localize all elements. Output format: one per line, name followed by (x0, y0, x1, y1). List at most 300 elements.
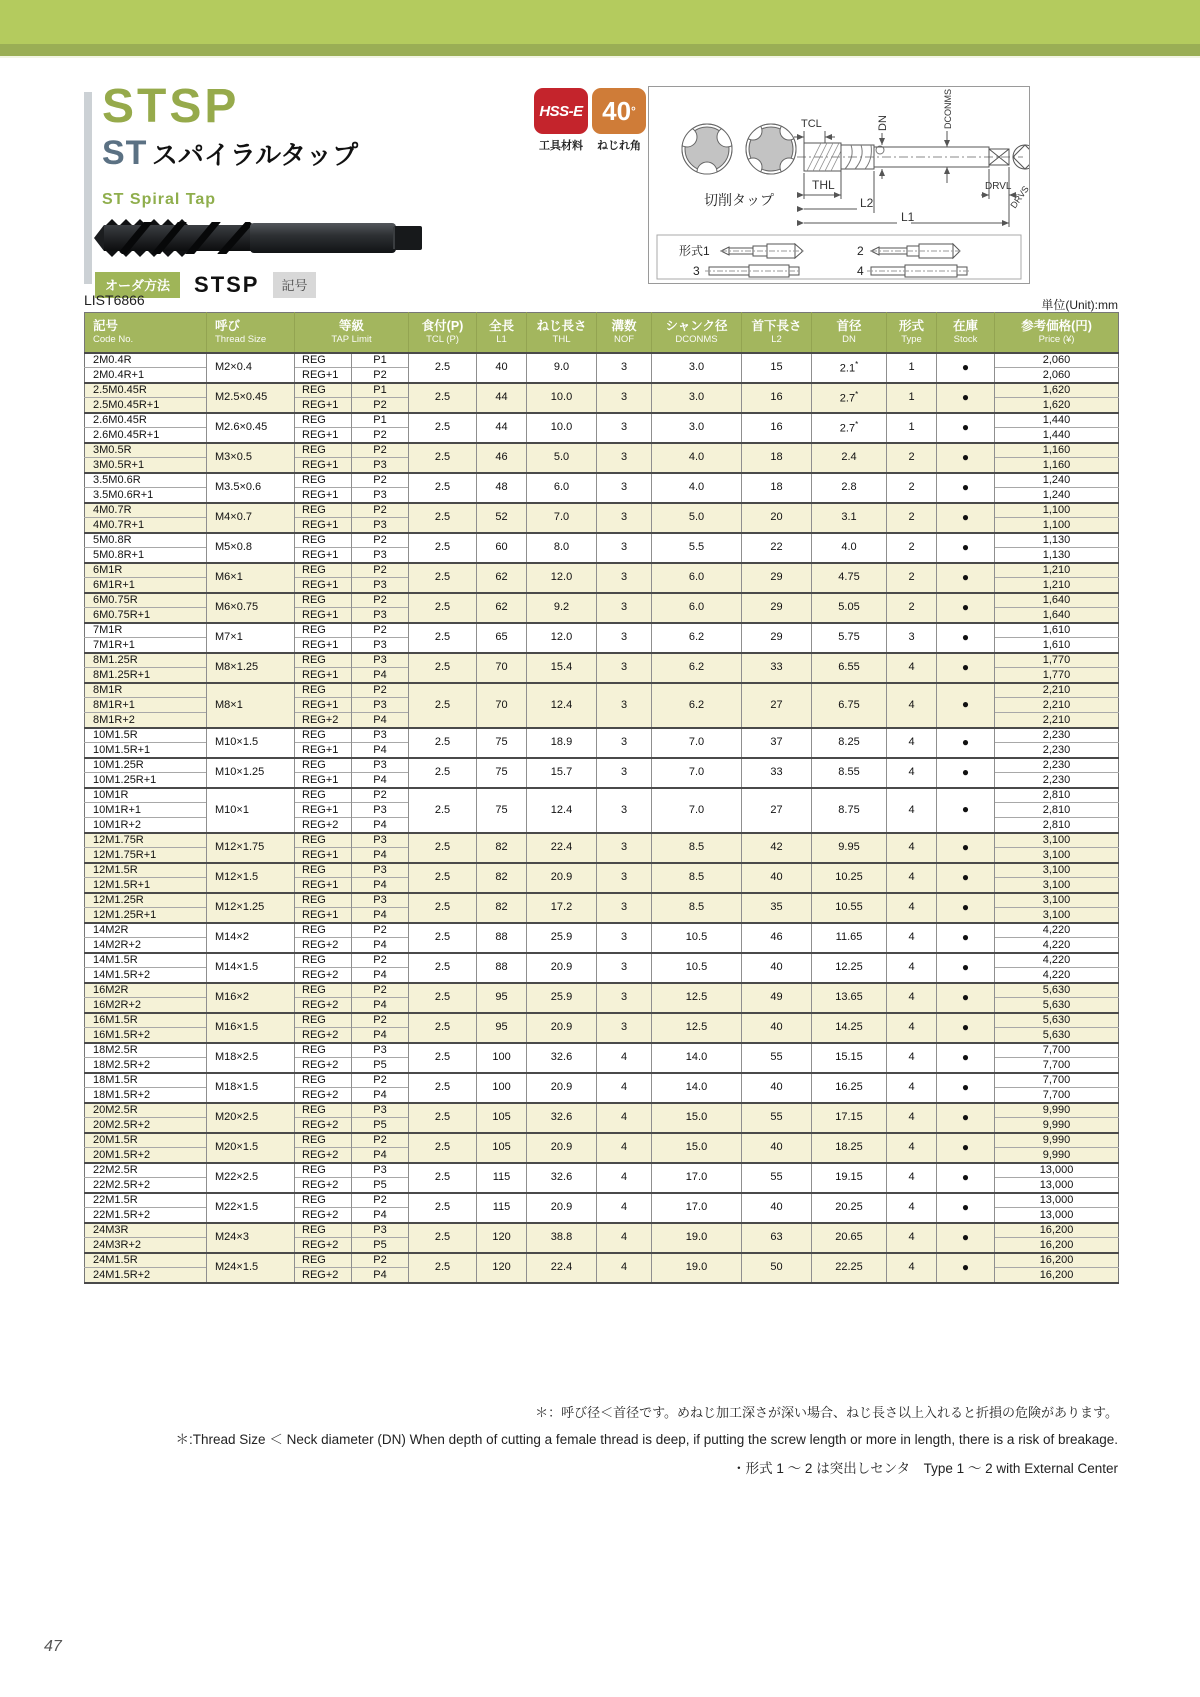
tap-limit-cell: P1 (352, 383, 409, 398)
stock-dot: ● (937, 758, 995, 788)
neck-length-cell: 35 (742, 893, 812, 923)
price-cell: 9,990 (995, 1133, 1119, 1148)
column-header-tcl-p-: 食付(P) TCL (P) (409, 313, 477, 353)
price-cell: 1,440 (995, 413, 1119, 428)
grade-cell: REG+1 (295, 398, 352, 413)
code-cell: 12M1.75R (85, 833, 207, 848)
overall-length-cell: 75 (477, 758, 527, 788)
price-cell: 1,240 (995, 488, 1119, 503)
table-row (85, 863, 1119, 878)
page-number: 47 (44, 1638, 62, 1655)
code-cell: 7M1R+1 (85, 638, 207, 653)
type-cell: 4 (887, 1163, 937, 1193)
thread-length-cell: 22.4 (527, 1253, 597, 1283)
thread-length-cell: 22.4 (527, 833, 597, 863)
grade-cell: REG+1 (295, 698, 352, 713)
shank-dia-cell: 14.0 (652, 1073, 742, 1103)
neck-dia-cell: 8.75 (812, 788, 887, 833)
stock-dot: ● (937, 1103, 995, 1133)
neck-dia-cell: 16.25 (812, 1073, 887, 1103)
code-cell: 16M2R (85, 983, 207, 998)
helix-angle-badge: 40 ° (592, 88, 646, 134)
neck-dia-cell: 2.7* (812, 383, 887, 413)
tap-limit-cell: P3 (352, 578, 409, 593)
stock-dot: ● (937, 533, 995, 563)
overall-length-cell: 46 (477, 443, 527, 473)
code-cell: 2.6M0.45R (85, 413, 207, 428)
neck-length-cell: 40 (742, 1073, 812, 1103)
grade-cell: REG+1 (295, 803, 352, 818)
thread-size-cell: M16×2 (207, 983, 295, 1013)
thread-length-cell: 25.9 (527, 983, 597, 1013)
tcl-cell: 2.5 (409, 1073, 477, 1103)
price-cell: 2,060 (995, 368, 1119, 383)
thread-size-cell: M24×1.5 (207, 1253, 295, 1283)
column-header-type: 形式 Type (887, 313, 937, 353)
neck-dia-cell: 6.55 (812, 653, 887, 683)
shank-dia-cell: 8.5 (652, 893, 742, 923)
price-cell: 3,100 (995, 893, 1119, 908)
tcl-cell: 2.5 (409, 788, 477, 833)
price-cell: 16,200 (995, 1223, 1119, 1238)
overall-length-cell: 75 (477, 728, 527, 758)
table-row (85, 1253, 1119, 1268)
price-cell: 16,200 (995, 1253, 1119, 1268)
tap-limit-cell: P4 (352, 773, 409, 788)
stock-dot: ● (937, 983, 995, 1013)
code-cell: 6M0.75R (85, 593, 207, 608)
tap-limit-cell: P2 (352, 428, 409, 443)
overall-length-cell: 60 (477, 533, 527, 563)
helix-angle-badge-group (592, 88, 646, 153)
column-header-stock: 在庫 Stock (937, 313, 995, 353)
thread-size-cell: M12×1.5 (207, 863, 295, 893)
dn-asterisk: * (855, 389, 859, 399)
grade-cell: REG+2 (295, 713, 352, 728)
stock-dot: ● (937, 833, 995, 863)
tap-limit-cell: P4 (352, 968, 409, 983)
code-cell: 24M3R+2 (85, 1238, 207, 1253)
neck-length-cell: 37 (742, 728, 812, 758)
overall-length-cell: 120 (477, 1223, 527, 1253)
flute-count-cell: 3 (597, 503, 652, 533)
stock-dot: ● (937, 893, 995, 923)
stock-dot: ● (937, 1223, 995, 1253)
subtitle-japanese: スパイラルタップ (151, 140, 359, 171)
flute-count-cell: 4 (597, 1073, 652, 1103)
neck-length-cell: 27 (742, 683, 812, 728)
price-cell: 7,700 (995, 1073, 1119, 1088)
flute-count-cell: 3 (597, 413, 652, 443)
neck-dia-cell: 6.75 (812, 683, 887, 728)
price-cell: 2,810 (995, 818, 1119, 833)
tap-limit-cell: P4 (352, 938, 409, 953)
type-cell: 4 (887, 1103, 937, 1133)
overall-length-cell: 88 (477, 923, 527, 953)
tap-limit-cell: P4 (352, 818, 409, 833)
grade-cell: REG+2 (295, 1178, 352, 1193)
tap-limit-cell: P2 (352, 398, 409, 413)
overall-length-cell: 52 (477, 503, 527, 533)
thread-size-cell: M12×1.75 (207, 833, 295, 863)
tap-limit-cell: P3 (352, 1223, 409, 1238)
price-cell: 1,640 (995, 593, 1119, 608)
thread-length-cell: 6.0 (527, 473, 597, 503)
dim-drvl: DRVL (985, 181, 1012, 192)
overall-length-cell: 44 (477, 383, 527, 413)
neck-dia-cell: 22.25 (812, 1253, 887, 1283)
tcl-cell: 2.5 (409, 443, 477, 473)
overall-length-cell: 95 (477, 983, 527, 1013)
column-header-thread-size: 呼び Thread Size (207, 313, 295, 353)
tcl-cell: 2.5 (409, 923, 477, 953)
grade-cell: REG+2 (295, 1088, 352, 1103)
code-cell: 6M1R+1 (85, 578, 207, 593)
price-cell: 1,770 (995, 653, 1119, 668)
grade-cell: REG (295, 1133, 352, 1148)
code-cell: 8M1.25R+1 (85, 668, 207, 683)
tap-limit-cell: P3 (352, 698, 409, 713)
grade-cell: REG+2 (295, 1238, 352, 1253)
thread-length-cell: 38.8 (527, 1223, 597, 1253)
hsse-badge: HSS-E (534, 88, 588, 134)
thread-size-cell: M24×3 (207, 1223, 295, 1253)
grade-cell: REG+1 (295, 488, 352, 503)
thread-length-cell: 32.6 (527, 1043, 597, 1073)
tcl-cell: 2.5 (409, 563, 477, 593)
neck-dia-cell: 5.05 (812, 593, 887, 623)
type-cell: 1 (887, 383, 937, 413)
neck-dia-cell: 19.15 (812, 1163, 887, 1193)
code-cell: 14M1.5R (85, 953, 207, 968)
thread-length-cell: 32.6 (527, 1163, 597, 1193)
neck-length-cell: 33 (742, 758, 812, 788)
shank-dia-cell: 6.0 (652, 563, 742, 593)
price-cell: 5,630 (995, 983, 1119, 998)
overall-length-cell: 62 (477, 563, 527, 593)
price-cell: 1,770 (995, 668, 1119, 683)
code-cell: 4M0.7R (85, 503, 207, 518)
flute-count-cell: 3 (597, 383, 652, 413)
column-header-dconms: シャンク径 DCONMS (652, 313, 742, 353)
price-cell: 1,160 (995, 458, 1119, 473)
tap-limit-cell: P4 (352, 1148, 409, 1163)
neck-length-cell: 49 (742, 983, 812, 1013)
thread-size-cell: M2.6×0.45 (207, 413, 295, 443)
thread-length-cell: 12.0 (527, 563, 597, 593)
type-cell: 4 (887, 833, 937, 863)
thread-size-cell: M8×1.25 (207, 653, 295, 683)
type-cell: 4 (887, 758, 937, 788)
thread-size-cell: M16×1.5 (207, 1013, 295, 1043)
price-cell: 2,210 (995, 713, 1119, 728)
stock-dot: ● (937, 563, 995, 593)
tap-limit-cell: P2 (352, 593, 409, 608)
grade-cell: REG (295, 443, 352, 458)
tcl-cell: 2.5 (409, 983, 477, 1013)
dim-l2: L2 (860, 196, 874, 210)
flute-count-cell: 3 (597, 758, 652, 788)
top-olive-band (0, 44, 1200, 58)
flute-count-cell: 4 (597, 1103, 652, 1133)
table-row (85, 653, 1119, 668)
table-row (85, 473, 1119, 488)
neck-dia-cell: 20.65 (812, 1223, 887, 1253)
stock-dot: ● (937, 383, 995, 413)
order-suffix-badge: 記号 (273, 272, 315, 298)
shank-dia-cell: 3.0 (652, 413, 742, 443)
grade-cell: REG+1 (295, 848, 352, 863)
tcl-cell: 2.5 (409, 833, 477, 863)
spec-table-body (85, 353, 1119, 1283)
stock-dot: ● (937, 953, 995, 983)
neck-dia-cell: 12.25 (812, 953, 887, 983)
list-number: LIST6866 (84, 292, 145, 308)
code-cell: 8M1R+2 (85, 713, 207, 728)
tcl-cell: 2.5 (409, 413, 477, 443)
tap-limit-cell: P5 (352, 1058, 409, 1073)
price-cell: 2,230 (995, 743, 1119, 758)
thread-length-cell: 10.0 (527, 383, 597, 413)
thread-size-cell: M2.5×0.45 (207, 383, 295, 413)
price-cell: 1,610 (995, 623, 1119, 638)
price-cell: 13,000 (995, 1178, 1119, 1193)
technical-diagram (648, 86, 1030, 284)
spec-table-wrap (84, 312, 1118, 1284)
stock-dot: ● (937, 623, 995, 653)
tap-limit-cell: P2 (352, 623, 409, 638)
tap-limit-cell: P2 (352, 533, 409, 548)
neck-length-cell: 40 (742, 1133, 812, 1163)
price-cell: 7,700 (995, 1043, 1119, 1058)
flute-count-cell: 3 (597, 473, 652, 503)
tap-limit-cell: P2 (352, 683, 409, 698)
shank-dia-cell: 6.0 (652, 593, 742, 623)
code-cell: 10M1.25R+1 (85, 773, 207, 788)
grade-cell: REG+1 (295, 668, 352, 683)
tap-limit-cell: P3 (352, 488, 409, 503)
neck-length-cell: 22 (742, 533, 812, 563)
code-cell: 20M2.5R+2 (85, 1118, 207, 1133)
type-cell: 1 (887, 413, 937, 443)
tap-limit-cell: P2 (352, 503, 409, 518)
shank-dia-cell: 8.5 (652, 863, 742, 893)
stock-dot: ● (937, 443, 995, 473)
tap-limit-cell: P3 (352, 1043, 409, 1058)
material-badge-group (534, 88, 588, 153)
type-cell: 4 (887, 788, 937, 833)
stock-dot: ● (937, 1073, 995, 1103)
code-cell: 8M1.25R (85, 653, 207, 668)
tap-limit-cell: P4 (352, 1268, 409, 1283)
neck-length-cell: 16 (742, 383, 812, 413)
grade-cell: REG+2 (295, 998, 352, 1013)
flute-count-cell: 3 (597, 443, 652, 473)
stock-dot: ● (937, 1163, 995, 1193)
neck-dia-cell: 2.8 (812, 473, 887, 503)
cross-section-4-flute (744, 122, 798, 176)
tap-limit-cell: P5 (352, 1178, 409, 1193)
price-cell: 1,620 (995, 398, 1119, 413)
price-cell: 2,060 (995, 353, 1119, 368)
stock-dot: ● (937, 413, 995, 443)
price-cell: 1,130 (995, 533, 1119, 548)
thread-size-cell: M22×1.5 (207, 1193, 295, 1223)
type-cell: 4 (887, 863, 937, 893)
overall-length-cell: 70 (477, 653, 527, 683)
helix-angle-caption: ねじれ角 (597, 140, 641, 152)
shank-dia-cell: 15.0 (652, 1103, 742, 1133)
order-code: STSP (194, 272, 260, 297)
code-cell: 10M1.5R+1 (85, 743, 207, 758)
dim-dn: DN (877, 115, 889, 131)
neck-length-cell: 16 (742, 413, 812, 443)
grade-cell: REG+2 (295, 1028, 352, 1043)
thread-length-cell: 7.0 (527, 503, 597, 533)
price-cell: 2,210 (995, 683, 1119, 698)
grade-cell: REG (295, 383, 352, 398)
price-cell: 2,230 (995, 773, 1119, 788)
neck-dia-cell: 17.15 (812, 1103, 887, 1133)
flute-count-cell: 3 (597, 893, 652, 923)
type-cell: 4 (887, 1253, 937, 1283)
column-header-l2: 首下長さ L2 (742, 313, 812, 353)
column-header-code-no-: 記号 Code No. (85, 313, 207, 353)
price-cell: 4,220 (995, 953, 1119, 968)
overall-length-cell: 40 (477, 353, 527, 383)
price-cell: 1,210 (995, 563, 1119, 578)
grade-cell: REG (295, 983, 352, 998)
tcl-cell: 2.5 (409, 353, 477, 383)
grade-cell: REG+2 (295, 1118, 352, 1133)
tap-limit-cell: P3 (352, 1103, 409, 1118)
grade-cell: REG+1 (295, 878, 352, 893)
thread-length-cell: 9.2 (527, 593, 597, 623)
grade-cell: REG (295, 923, 352, 938)
grade-cell: REG (295, 788, 352, 803)
grade-cell: REG (295, 1223, 352, 1238)
price-cell: 3,100 (995, 878, 1119, 893)
tap-limit-cell: P3 (352, 1163, 409, 1178)
neck-dia-cell: 9.95 (812, 833, 887, 863)
grade-cell: REG (295, 1013, 352, 1028)
dn-asterisk: * (855, 419, 859, 429)
type-variants-box (657, 235, 1021, 279)
type4-label: 4 (857, 264, 864, 278)
footnotes (176, 1402, 1118, 1477)
thread-size-cell: M2×0.4 (207, 353, 295, 383)
code-cell: 20M2.5R (85, 1103, 207, 1118)
overall-length-cell: 105 (477, 1103, 527, 1133)
price-cell: 3,100 (995, 908, 1119, 923)
tap-limit-cell: P5 (352, 1118, 409, 1133)
shank-dia-cell: 12.5 (652, 1013, 742, 1043)
price-cell: 3,100 (995, 848, 1119, 863)
code-cell: 22M2.5R+2 (85, 1178, 207, 1193)
dim-l1: L1 (901, 210, 915, 224)
column-header-tap-limit: 等級 TAP Limit (295, 313, 409, 353)
table-row (85, 533, 1119, 548)
grade-cell: REG (295, 413, 352, 428)
thread-size-cell: M3×0.5 (207, 443, 295, 473)
shank-dia-cell: 6.2 (652, 653, 742, 683)
overall-length-cell: 105 (477, 1133, 527, 1163)
neck-dia-cell: 8.55 (812, 758, 887, 788)
title-accent-bar (84, 92, 92, 284)
tap-limit-cell: P2 (352, 368, 409, 383)
grade-cell: REG (295, 593, 352, 608)
code-cell: 6M0.75R+1 (85, 608, 207, 623)
neck-length-cell: 40 (742, 1193, 812, 1223)
code-cell: 7M1R (85, 623, 207, 638)
flute-count-cell: 3 (597, 593, 652, 623)
type-cell: 4 (887, 983, 937, 1013)
tcl-cell: 2.5 (409, 683, 477, 728)
shank-dia-cell: 7.0 (652, 758, 742, 788)
thread-size-cell: M18×2.5 (207, 1043, 295, 1073)
flute-count-cell: 4 (597, 1223, 652, 1253)
table-row (85, 1103, 1119, 1118)
code-cell: 20M1.5R+2 (85, 1148, 207, 1163)
flute-count-cell: 3 (597, 653, 652, 683)
dim-thl: THL (812, 178, 835, 192)
table-row (85, 983, 1119, 998)
tap-limit-cell: P3 (352, 458, 409, 473)
dn-asterisk: * (855, 359, 859, 369)
tap-limit-cell: P4 (352, 878, 409, 893)
code-cell: 10M1R+2 (85, 818, 207, 833)
thread-length-cell: 10.0 (527, 413, 597, 443)
neck-length-cell: 27 (742, 788, 812, 833)
price-cell: 1,610 (995, 638, 1119, 653)
stock-dot: ● (937, 1013, 995, 1043)
stock-dot: ● (937, 683, 995, 728)
shank-dia-cell: 7.0 (652, 788, 742, 833)
subtitle-english: ST Spiral Tap (102, 191, 217, 209)
tap-limit-cell: P2 (352, 1253, 409, 1268)
code-cell: 14M1.5R+2 (85, 968, 207, 983)
tap-limit-cell: P4 (352, 1088, 409, 1103)
tap-limit-cell: P3 (352, 518, 409, 533)
price-cell: 7,700 (995, 1088, 1119, 1103)
table-row (85, 443, 1119, 458)
table-row (85, 593, 1119, 608)
tap-limit-cell: P4 (352, 743, 409, 758)
thread-length-cell: 18.9 (527, 728, 597, 758)
flute-count-cell: 3 (597, 683, 652, 728)
tap-limit-cell: P4 (352, 713, 409, 728)
shank-dia-cell: 19.0 (652, 1253, 742, 1283)
price-cell: 5,630 (995, 1013, 1119, 1028)
shank-dia-cell: 10.5 (652, 923, 742, 953)
tcl-cell: 2.5 (409, 1163, 477, 1193)
code-cell: 2.6M0.45R+1 (85, 428, 207, 443)
type-cell: 1 (887, 353, 937, 383)
neck-dia-cell: 20.25 (812, 1193, 887, 1223)
thread-size-cell: M7×1 (207, 623, 295, 653)
thread-length-cell: 15.4 (527, 653, 597, 683)
grade-cell: REG (295, 833, 352, 848)
tap-limit-cell: P3 (352, 863, 409, 878)
table-row (85, 893, 1119, 908)
neck-length-cell: 40 (742, 863, 812, 893)
grade-cell: REG (295, 473, 352, 488)
degree-symbol: ° (631, 104, 636, 118)
price-cell: 4,220 (995, 968, 1119, 983)
price-cell: 1,640 (995, 608, 1119, 623)
table-row (85, 1073, 1119, 1088)
neck-length-cell: 29 (742, 623, 812, 653)
